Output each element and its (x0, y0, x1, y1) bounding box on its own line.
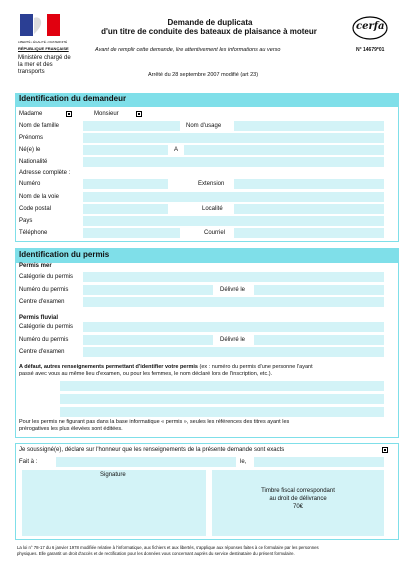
form-title-line1: Demande de duplicata (167, 18, 253, 27)
section-identification-demandeur: Identification du demandeur (15, 93, 399, 106)
ministry-line3: transports (18, 69, 45, 75)
timbre-line1: Timbre fiscal correspondant (261, 488, 335, 494)
form-title-line2: d'un titre de conduite des bateaux de plaisance à moteur (101, 27, 317, 36)
permis-note-1: Pour les permis ne figurant pas dans la base informatique « permis », seules les références des titres ayant les (19, 419, 290, 425)
date-label: le, (240, 459, 247, 465)
timbre-line2: au droit de délivrance (269, 496, 327, 502)
motto: LIBERTÉ • ÉGALITÉ • FRATERNITÉ (18, 40, 68, 44)
section-identification-permis: Identification du permis (15, 248, 399, 262)
date-field[interactable] (254, 457, 384, 467)
permis-fluvial-heading: Permis fluvial (19, 315, 59, 321)
nom-famille-field[interactable] (83, 121, 180, 131)
monsieur-label: Monsieur (94, 111, 119, 117)
pays-field[interactable] (83, 216, 384, 226)
pays-label: Pays (19, 218, 33, 224)
categorie-mer-field[interactable] (83, 272, 384, 282)
extension-label: Extension (198, 181, 225, 187)
delivre-mer-field[interactable] (254, 285, 384, 295)
autres-field-1[interactable] (60, 381, 384, 391)
numero-permis-mer-field[interactable] (83, 285, 213, 295)
nationalite-label: Nationalité (19, 159, 48, 165)
courriel-label: Courriel (204, 230, 226, 236)
fait-a-field[interactable] (56, 457, 236, 467)
cerfa-logo: cerfa (352, 16, 388, 40)
ministry-line2: la mer et des (18, 62, 53, 68)
delivre-fluvial-label: Délivré le (220, 337, 246, 343)
nom-famille-label: Nom de famille (19, 123, 60, 129)
autres-renseignements-text: A défaut, autres renseignements permettant d'identifier votre permis (ex : numéro du permis d'une personne l'ayant (19, 364, 313, 370)
centre-examen-fluvial-field[interactable] (83, 347, 384, 357)
footer-legal-2: physiques. Elle garantit un droit d'accès et de rectification pour les données vous concernant auprès du service destinataire du présent formulaire. (17, 551, 295, 556)
form-number: N° 14679*01 (356, 47, 385, 53)
numero-permis-mer-label: Numéro du permis (19, 287, 69, 293)
autres-field-2[interactable] (60, 394, 384, 404)
nationalite-field[interactable] (83, 157, 384, 167)
republic-label: RÉPUBLIQUE FRANÇAISE (18, 46, 69, 51)
categorie-mer-label: Catégorie du permis (19, 274, 74, 280)
delivre-mer-label: Délivré le (220, 287, 246, 293)
adresse-label: Adresse complète : (19, 170, 71, 176)
autres-renseignements-text-2: passé avec vous au même lieu d'examen, ou pour les femmes, le nom déclaré lors de l'inscription, etc.). (19, 371, 273, 377)
permis-mer-heading: Permis mer (19, 263, 52, 269)
numero-permis-fluvial-field[interactable] (83, 335, 213, 345)
nom-voie-label: Nom de la voie (19, 194, 60, 200)
footer-legal-1: La loi n° 78-17 du 6 janvier 1978 modifiée relative à l'informatique, aux fichiers et aux libertés, s'applique aux réponses faites à ce formulaire par les personnes (17, 545, 319, 550)
arrete-reference: Arrêté du 28 septembre 2007 modifié (art 23) (148, 72, 259, 78)
telephone-label: Téléphone (19, 230, 48, 236)
categorie-fluvial-label: Catégorie du permis (19, 324, 74, 330)
ne-le-label: Né(e) le (19, 147, 41, 153)
declaration-checkbox[interactable] (382, 447, 388, 453)
madame-checkbox[interactable] (66, 111, 72, 117)
nom-usage-label: Nom d'usage (186, 123, 222, 129)
lieu-naissance-label: A (174, 147, 179, 153)
centre-examen-mer-label: Centre d'examen (19, 299, 65, 305)
centre-examen-fluvial-label: Centre d'examen (19, 349, 65, 355)
courriel-field[interactable] (234, 228, 384, 238)
instruction-text: Avant de remplir cette demande, lire attentivement les informations au verso (95, 47, 281, 53)
extension-field[interactable] (234, 179, 384, 189)
autres-field-3[interactable] (60, 407, 384, 417)
ne-le-field[interactable] (83, 145, 168, 155)
telephone-field[interactable] (83, 228, 180, 238)
centre-examen-mer-field[interactable] (83, 297, 384, 307)
timbre-area (212, 470, 384, 536)
prenoms-label: Prénoms (19, 135, 44, 141)
fait-a-label: Fait à : (19, 459, 38, 465)
lieu-naissance-field[interactable] (184, 145, 384, 155)
ministry-line1: Ministère chargé de (18, 55, 71, 61)
code-postal-field[interactable] (83, 204, 168, 214)
code-postal-label: Code postal (19, 206, 52, 212)
numero-permis-fluvial-label: Numéro du permis (19, 337, 69, 343)
marianne-logo (20, 14, 60, 40)
nom-voie-field[interactable] (83, 192, 384, 202)
permis-note-2: prérogatives les plus élevées sont éditées. (19, 426, 123, 432)
categorie-fluvial-field[interactable] (83, 322, 384, 332)
nom-usage-field[interactable] (234, 121, 384, 131)
madame-label: Madame (19, 111, 43, 117)
monsieur-checkbox[interactable] (136, 111, 142, 117)
delivre-fluvial-field[interactable] (254, 335, 384, 345)
numero-label: Numéro (19, 181, 41, 187)
localite-field[interactable] (234, 204, 384, 214)
timbre-amount: 70€ (292, 504, 303, 510)
signature-label: Signature (100, 472, 126, 478)
declaration-text: Je soussigné(e), déclare sur l'honneur que les renseignements de la présente demande sont exacts (19, 447, 285, 453)
localite-label: Localité (202, 206, 223, 212)
prenoms-field[interactable] (83, 133, 384, 143)
numero-field[interactable] (83, 179, 168, 189)
